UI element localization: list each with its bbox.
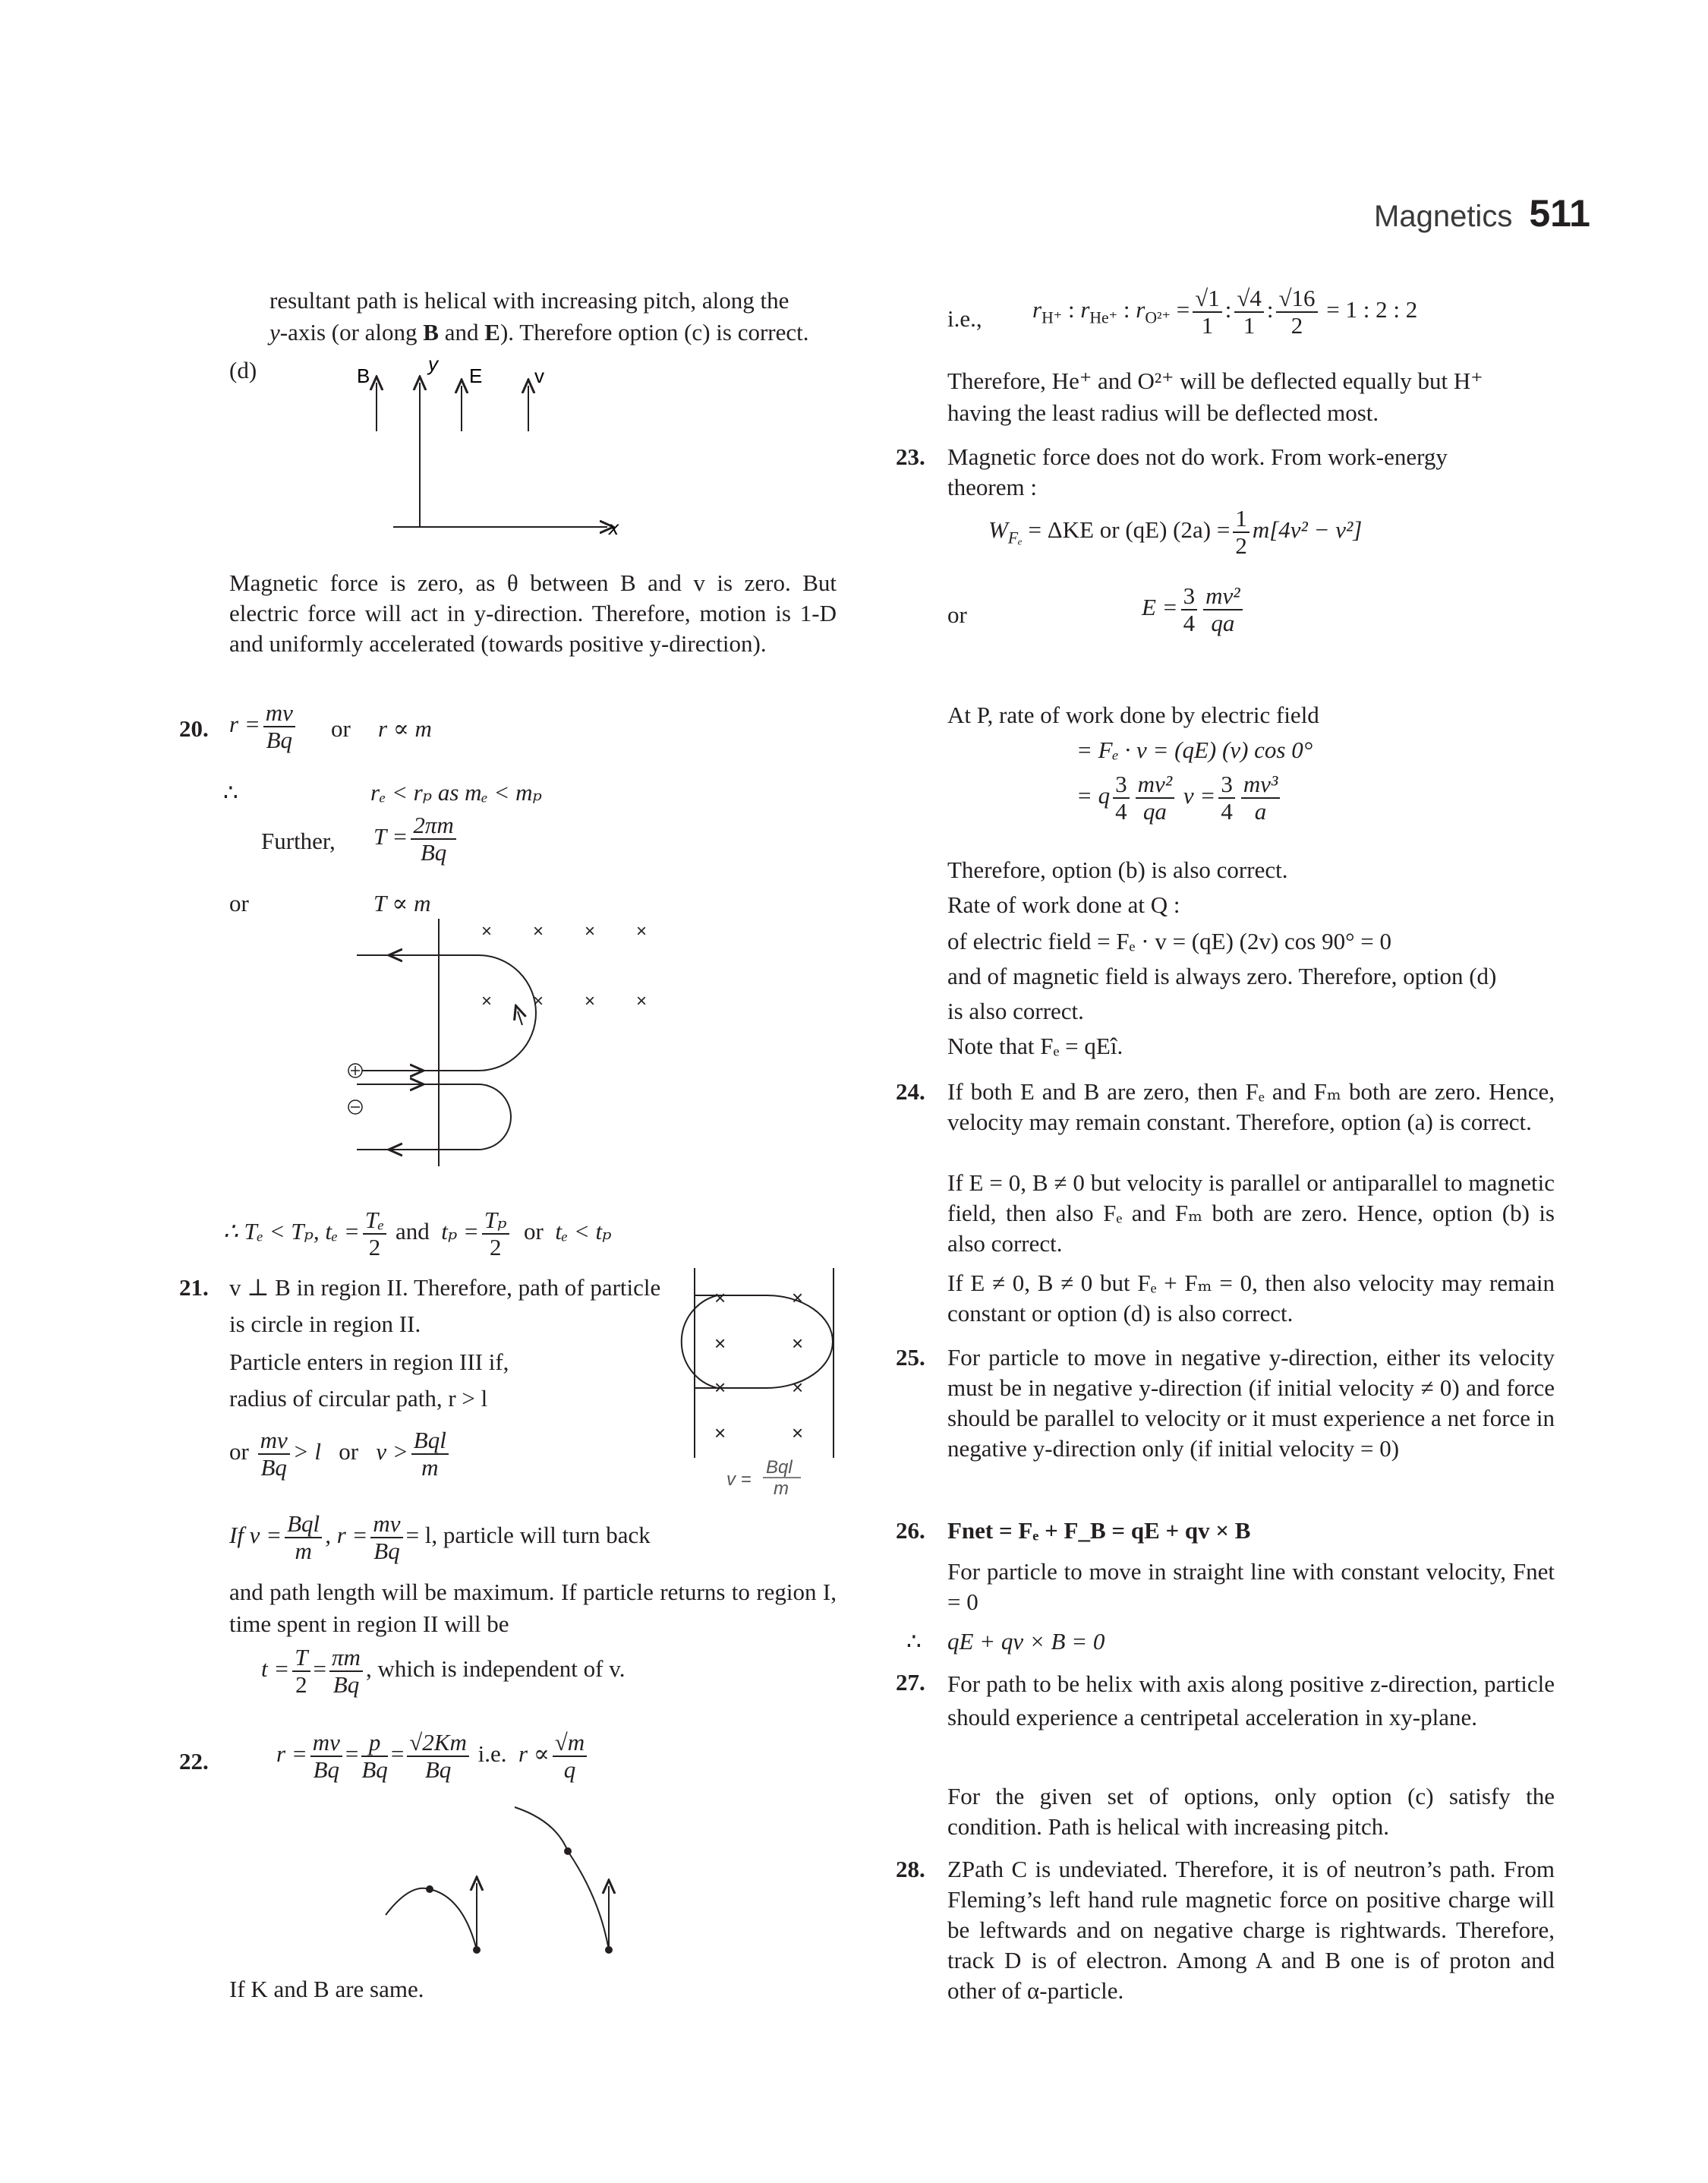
q23-l1: Magnetic force does not do work. From work-energy — [947, 443, 1448, 470]
label-E: E — [469, 364, 483, 387]
q23-E-eq: E = $\frac{3}{4}$ $\frac{\text{mv²}}{qa}$ — [1142, 583, 1246, 636]
svg-text:Bql: Bql — [766, 1457, 793, 1478]
left-p2: Magnetic force is zero, as θ between B and v is zero. But electric force will act in y-direction. Therefore, motion is 1-D and uniformly accelerated (towards positive y-direction). — [229, 569, 837, 657]
small-arc — [386, 1888, 477, 1950]
path-positive — [357, 955, 536, 1071]
svg-text:×: × — [636, 921, 648, 942]
q20-further: Further, — [261, 828, 336, 854]
q27-p2: For the given set of options, only option (c) satisfy the condition. Path is helical with increasing pitch. — [947, 1783, 1555, 1840]
svg-text:×: × — [481, 921, 493, 942]
q21-number: 21. — [179, 1274, 209, 1301]
q21-condition: or $\frac{mv}{Bq}$ > l or v > $\frac{\text{Bql}}{m}$ — [229, 1427, 452, 1481]
q21-if: If v = $\frac{\text{Bql}}{m}$ , r = $\frac{mv}{Bq}$ = l, particle will turn back — [229, 1510, 651, 1564]
field-crosses — [481, 921, 647, 1011]
q23-ofM-2: is also correct. — [947, 998, 1084, 1024]
label-x: x — [609, 516, 619, 539]
svg-text:×: × — [533, 991, 544, 1011]
label-B: B — [357, 364, 370, 387]
q28-number: 28. — [896, 1856, 925, 1882]
ratio-ie: i.e., — [947, 305, 982, 332]
label-y: y — [428, 352, 438, 375]
positive-charge-icon — [348, 1064, 362, 1077]
q23-eq2: = Fₑ · v = (qE) (v) cos 0° — [1076, 737, 1313, 763]
path-negative — [357, 1084, 511, 1150]
svg-text:×: × — [585, 921, 596, 942]
left-p1-line1: resultant path is helical with increasing pitch, along the — [269, 287, 789, 314]
q22-eq: r = $\frac{mv}{Bq}$ = $\frac{p}{Bq}$ = $\frac{√2Km}{Bq}$ i.e. r ∝ $\frac{√m}{q}$ — [276, 1730, 590, 1783]
q23-or: or — [947, 601, 967, 628]
svg-text:×: × — [636, 991, 648, 1011]
q20-T-prop: T ∝ m — [373, 890, 431, 916]
large-arc — [515, 1807, 609, 1950]
q20-therefore: ∴ — [223, 779, 238, 806]
svg-text:×: × — [585, 991, 596, 1011]
q23-ofM-1: and of magnetic field is always zero. Therefore, option (d) — [947, 963, 1497, 989]
page-header — [1374, 191, 1590, 235]
q23-number: 23. — [896, 443, 925, 470]
svg-text:×: × — [714, 1376, 726, 1399]
q21-l1: v ⊥ B in region II. Therefore, path of particle — [229, 1274, 661, 1301]
svg-text:×: × — [714, 1421, 726, 1444]
q21-l3: Particle enters in region III if, — [229, 1349, 509, 1375]
q24-p1: If both E and B are zero, then Fₑ and Fₘ both are zero. Hence, velocity may remain constant. Therefore, option (a) is correct. — [947, 1078, 1555, 1135]
q23-also-b: Therefore, option (b) is also correct. — [947, 856, 1288, 883]
negative-charge-icon — [348, 1100, 362, 1114]
svg-text:×: × — [792, 1286, 804, 1309]
q20-T-eq: T = $\frac{2\pi m}{Bq}$ — [373, 812, 459, 866]
q23-rateQ: Rate of work done at Q : — [947, 891, 1180, 918]
q25-number: 25. — [896, 1344, 925, 1371]
q20-number: 20. — [179, 715, 209, 742]
q22-number: 22. — [179, 1748, 209, 1774]
q20-or2: or — [229, 890, 249, 916]
svg-text:×: × — [533, 921, 544, 942]
q23-ofE: of electric field = Fₑ · v = (qE) (2v) cos 90° = 0 — [947, 928, 1391, 954]
q28-p: ZPath C is undeviated. Therefore, it is of neutron’s path. From Fleming’s left hand rule magnetic force on positive charge will be leftwards and on negative charge is rightwards. Therefore, track D is of electron. Among A and B one is of proton and other of α-particle. — [947, 1856, 1555, 2004]
chapter-title: Magnetics — [1374, 200, 1513, 233]
q24-number: 24. — [896, 1078, 925, 1105]
page-number: 511 — [1529, 192, 1590, 235]
q27-number: 27. — [896, 1669, 925, 1696]
figure-d — [357, 352, 630, 545]
svg-text:×: × — [714, 1332, 726, 1355]
q24-p3: If E ≠ 0, B ≠ 0 but Fₑ + Fₘ = 0, then also velocity may remain constant or option (d) is also correct. — [947, 1270, 1555, 1327]
figure-q21-regions — [687, 1268, 846, 1499]
label-v: v — [534, 364, 544, 387]
therefore-line2: having the least radius will be deflected most. — [947, 399, 1379, 426]
q21-l2: is circle in region II. — [229, 1311, 421, 1337]
q23-eq3: = q $\frac{3}{4}$ $\frac{\text{mv²}}{qa}$ v = $\frac{3}{4}$ $\frac{\text{mv³}}{a}$ — [1076, 771, 1283, 825]
q20-or1: or — [331, 715, 351, 742]
q27-p1: For path to be helix with axis along positive z-direction, particle should experience a centripetal acceleration in xy-plane. — [947, 1670, 1555, 1730]
q26-therefore: ∴ — [906, 1628, 922, 1655]
q22-last: If K and B are same. — [229, 1976, 424, 2002]
q20-final: ∴ Tₑ < Tₚ, tₑ = $\frac{\text{Tₑ}}{2}$ and tₚ = $\frac{\text{Tₚ}}{2}$ or tₑ < tₚ — [223, 1207, 612, 1260]
therefore-line1: Therefore, He⁺ and O²⁺ will be deflected equally but H⁺ — [947, 368, 1483, 394]
q20-r-prop: r ∝ m — [378, 715, 432, 742]
figure-q22-arcs — [380, 1807, 638, 1959]
ratio-equation: $r_{H^+}$ : $r_{He^+}$ : $r_{O^{2+}}$ = $\frac{√1}{1}$ : $\frac{√4}{1}$ : $\frac{√16}{2}$ = 1 : 2 : 2 — [1032, 285, 1418, 339]
svg-text:×: × — [481, 991, 493, 1011]
q26-eq: Fnet = Fₑ + F_B = qE + qv × B — [947, 1517, 1251, 1544]
q25-p: For particle to move in negative y-direction, either its velocity must be in negative y-direction (if initial velocity ≠ 0) and force should be parallel to velocity or it must experience a net force in negative y-direction only (if initial velocity = 0) — [947, 1344, 1555, 1462]
q23-atP: At P, rate of work done by electric field — [947, 702, 1319, 728]
svg-text:×: × — [714, 1286, 726, 1309]
q23-l2: theorem : — [947, 474, 1037, 500]
q21-time: t = $\frac{T}{2}$ = $\frac{\pi m}{Bq}$ , which is independent of v. — [261, 1644, 626, 1698]
svg-text:×: × — [792, 1376, 804, 1399]
q24-p2: If E = 0, B ≠ 0 but velocity is parallel or antiparallel to magnetic field, then also Fₑ and Fₘ both are zero. Hence, option (b) is also correct. — [947, 1169, 1555, 1257]
q23-eq1: $W_{F_e} = \Delta KE$ or (qE) (2a) = $\frac{1}{2}$ m[4v² − v²] — [988, 505, 1363, 559]
figure-q20-paths — [342, 919, 668, 1169]
svg-text:×: × — [792, 1332, 804, 1355]
semicircle-path — [682, 1295, 717, 1388]
left-p1-line2: y-axis (or along B and E). Therefore option (c) is correct. — [269, 319, 809, 345]
svg-text:m: m — [774, 1478, 789, 1499]
svg-text:v =: v = — [726, 1469, 752, 1490]
q21-l4: radius of circular path, r > l — [229, 1385, 488, 1412]
q20-ineq: rₑ < rₚ as mₑ < mₚ — [370, 779, 542, 806]
q26-p: For particle to move in straight line with constant velocity, Fnet = 0 — [947, 1558, 1555, 1615]
svg-text:×: × — [792, 1421, 804, 1444]
q26-concl: qE + qv × B = 0 — [947, 1628, 1105, 1655]
option-d-label: (d) — [229, 357, 257, 383]
q23-note: Note that Fₑ = qEî. — [947, 1033, 1123, 1059]
q26-number: 26. — [896, 1517, 925, 1544]
q20-eq1: r = $\frac{mv}{Bq}$ — [229, 700, 298, 753]
q21-p-and: and path length will be maximum. If particle returns to region I, time spent in region II will be — [229, 1579, 837, 1637]
